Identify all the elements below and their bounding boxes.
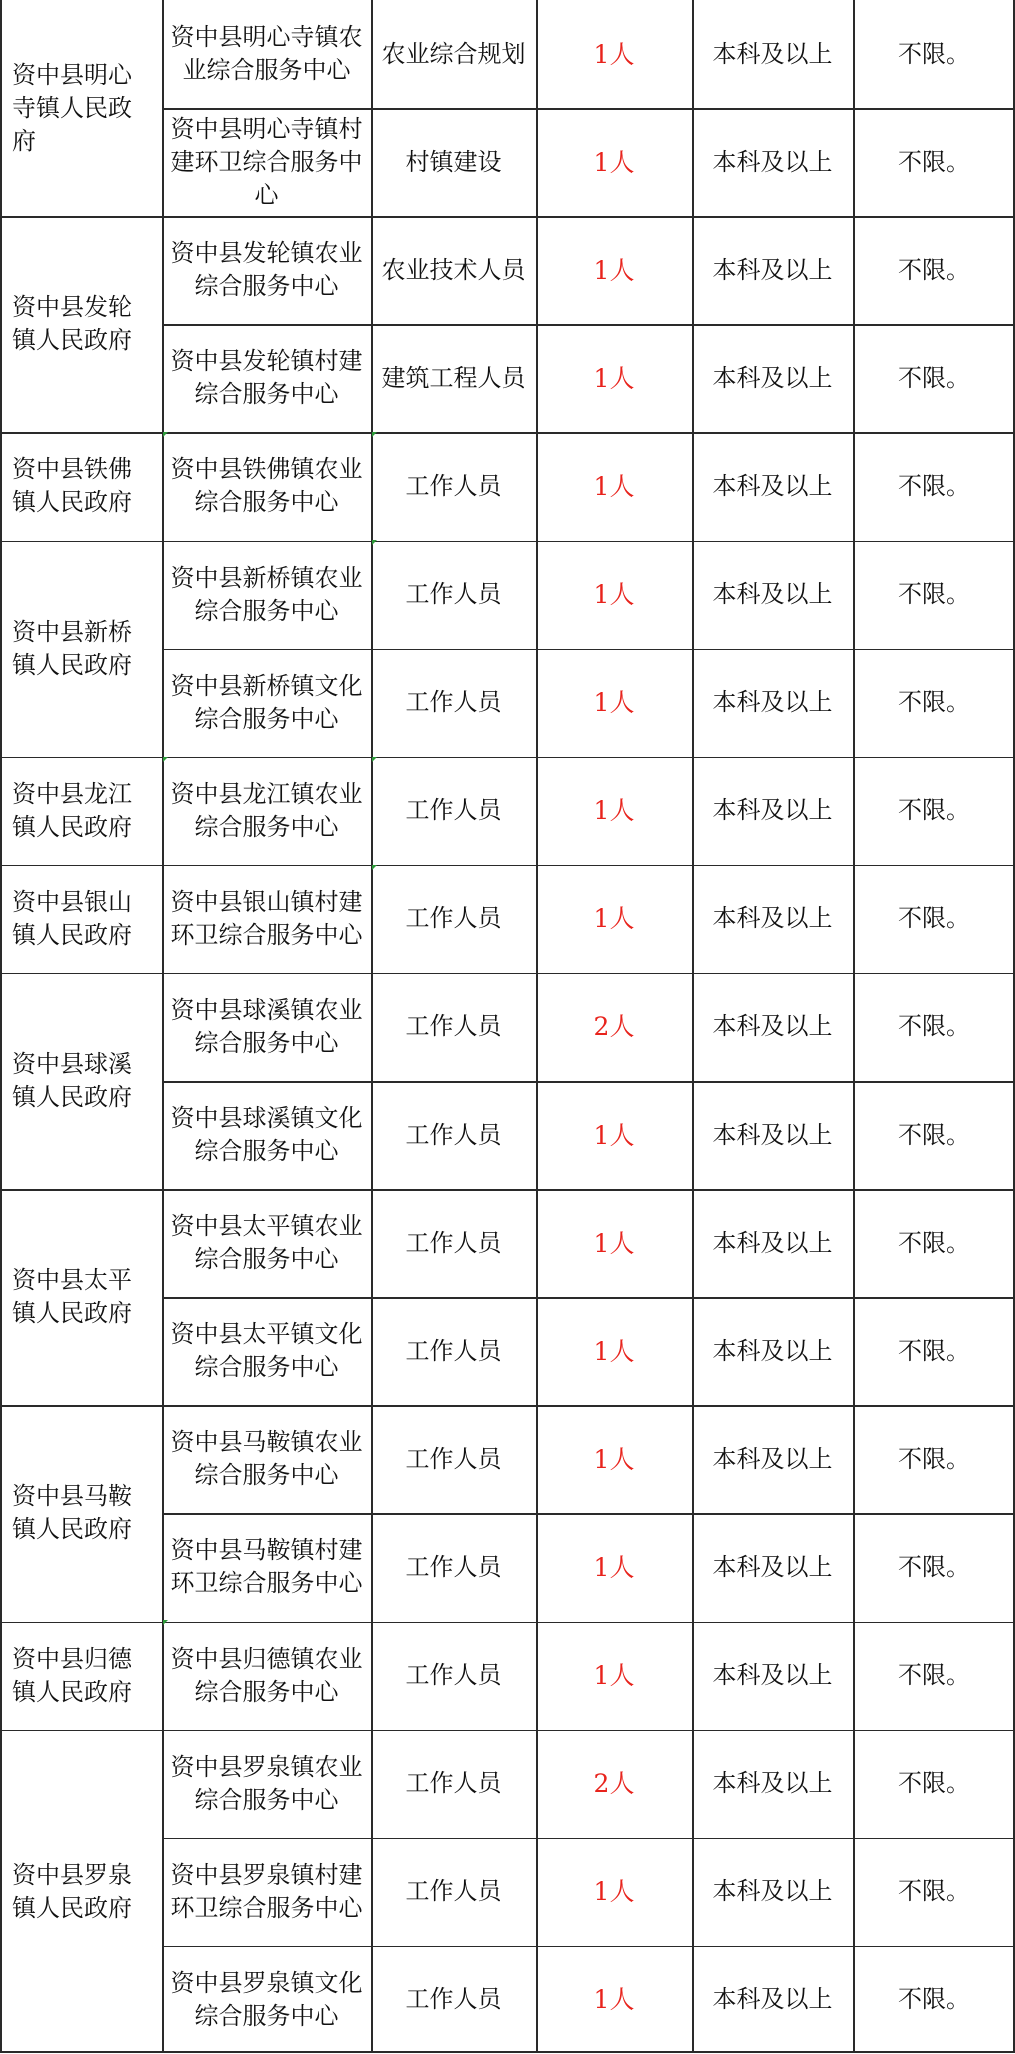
town-cell-text: 资中县球溪镇人民政府 — [12, 1049, 132, 1111]
position-cell — [371, 541, 536, 649]
education-cell-text: 本科及以上 — [712, 1552, 833, 1581]
unit-cell — [162, 324, 371, 432]
education-cell — [692, 1405, 853, 1513]
requirement-cell-text: 不限。 — [898, 904, 970, 933]
unit-cell-text: 资中县太平镇文化综合服务中心 — [170, 1320, 363, 1382]
town-cell-text: 资中县明心寺镇人民政府 — [12, 60, 132, 155]
town-cell — [0, 757, 162, 865]
position-cell — [371, 324, 536, 432]
requirement-cell — [853, 757, 1015, 865]
position-cell-text: 工作人员 — [405, 1120, 502, 1149]
town-cell-text: 资中县发轮镇人民政府 — [12, 293, 132, 355]
grid-hline — [0, 865, 1015, 867]
position-cell-text: 工作人员 — [405, 1552, 502, 1581]
headcount-cell-text: 1人 — [593, 1877, 635, 1907]
education-cell — [692, 1513, 853, 1621]
education-cell-text: 本科及以上 — [712, 255, 833, 284]
education-cell — [692, 1946, 853, 2054]
headcount-cell-text: 1人 — [593, 1336, 635, 1366]
position-cell-text: 工作人员 — [405, 580, 502, 609]
grid-vline — [853, 0, 855, 2053]
position-cell-text: 农业技术人员 — [381, 255, 526, 284]
unit-cell — [162, 1622, 371, 1730]
headcount-cell — [536, 865, 692, 973]
position-cell — [371, 432, 536, 540]
education-cell-text: 本科及以上 — [712, 39, 833, 68]
education-cell-text: 本科及以上 — [712, 1661, 833, 1690]
position-cell-text: 工作人员 — [405, 1985, 502, 2014]
education-cell-text: 本科及以上 — [712, 904, 833, 933]
requirement-cell-text: 不限。 — [898, 796, 970, 825]
unit-cell — [162, 973, 371, 1081]
town-cell — [0, 973, 162, 1189]
requirement-cell-text: 不限。 — [898, 1985, 970, 2014]
grid-hline — [0, 757, 1015, 759]
unit-cell-text: 资中县龙江镇农业综合服务中心 — [170, 779, 363, 841]
headcount-cell-text: 1人 — [593, 688, 635, 718]
requirement-cell-text: 不限。 — [898, 147, 970, 176]
unit-cell — [162, 1513, 371, 1621]
requirement-cell-text: 不限。 — [898, 471, 970, 500]
headcount-cell — [536, 757, 692, 865]
requirement-cell — [853, 1297, 1015, 1405]
grid-vline — [371, 0, 373, 2053]
education-cell-text: 本科及以上 — [712, 147, 833, 176]
town-cell — [0, 1730, 162, 2054]
unit-cell-text: 资中县罗泉镇村建环卫综合服务中心 — [170, 1860, 363, 1922]
unit-cell-text: 资中县太平镇农业综合服务中心 — [170, 1212, 363, 1274]
unit-cell — [162, 541, 371, 649]
education-cell-text: 本科及以上 — [712, 1120, 833, 1149]
education-cell-text: 本科及以上 — [712, 1336, 833, 1365]
education-cell — [692, 1081, 853, 1189]
requirement-cell — [853, 108, 1015, 216]
headcount-cell-text: 1人 — [593, 1444, 635, 1474]
town-cell — [0, 216, 162, 432]
comment-marker-icon — [163, 1620, 168, 1625]
requirement-cell-text: 不限。 — [898, 1228, 970, 1257]
grid-vline — [0, 0, 2, 2053]
position-cell — [371, 1946, 536, 2054]
requirement-cell — [853, 324, 1015, 432]
headcount-cell — [536, 1622, 692, 1730]
education-cell — [692, 1297, 853, 1405]
headcount-cell-text: 1人 — [593, 580, 635, 610]
headcount-cell-text: 2人 — [593, 1012, 635, 1042]
requirement-cell — [853, 1189, 1015, 1297]
position-cell-text: 工作人员 — [405, 1228, 502, 1257]
position-cell — [371, 1513, 536, 1621]
headcount-cell — [536, 1730, 692, 1838]
unit-cell-text: 资中县发轮镇村建综合服务中心 — [170, 347, 363, 409]
education-cell-text: 本科及以上 — [712, 1012, 833, 1041]
unit-cell-text: 资中县新桥镇文化综合服务中心 — [170, 671, 363, 733]
position-cell-text: 工作人员 — [405, 904, 502, 933]
town-cell-text: 资中县铁佛镇人民政府 — [12, 455, 132, 517]
town-cell-text: 资中县新桥镇人民政府 — [12, 617, 132, 679]
position-cell-text: 工作人员 — [405, 471, 502, 500]
town-cell-text: 资中县马鞍镇人民政府 — [12, 1482, 132, 1544]
education-cell — [692, 865, 853, 973]
comment-marker-icon — [163, 757, 168, 762]
education-cell — [692, 1730, 853, 1838]
position-cell — [371, 649, 536, 757]
requirement-cell — [853, 1513, 1015, 1621]
position-cell-text: 工作人员 — [405, 796, 502, 825]
requirement-cell — [853, 0, 1015, 108]
unit-cell-text: 资中县铁佛镇农业综合服务中心 — [170, 455, 363, 517]
comment-marker-icon — [372, 757, 377, 762]
position-cell-text: 工作人员 — [405, 1661, 502, 1690]
grid-hline — [0, 1730, 1015, 1732]
position-cell — [371, 0, 536, 108]
position-cell-text: 工作人员 — [405, 1336, 502, 1365]
grid-hline — [162, 1081, 1015, 1083]
education-cell — [692, 1622, 853, 1730]
unit-cell — [162, 865, 371, 973]
requirement-cell — [853, 1622, 1015, 1730]
unit-cell — [162, 1730, 371, 1838]
town-cell — [0, 1622, 162, 1730]
town-cell-text: 资中县太平镇人民政府 — [12, 1266, 132, 1328]
requirement-cell — [853, 216, 1015, 324]
town-cell — [0, 0, 162, 216]
town-cell — [0, 1405, 162, 1621]
requirement-cell — [853, 865, 1015, 973]
requirement-cell-text: 不限。 — [898, 255, 970, 284]
town-cell — [0, 432, 162, 540]
position-cell-text: 工作人员 — [405, 1769, 502, 1798]
headcount-cell-text: 1人 — [593, 1228, 635, 1258]
comment-marker-icon — [372, 540, 377, 545]
comment-marker-icon — [163, 432, 168, 437]
education-cell — [692, 649, 853, 757]
unit-cell-text: 资中县发轮镇农业综合服务中心 — [170, 239, 363, 301]
headcount-cell-text: 1人 — [593, 471, 635, 501]
requirement-cell-text: 不限。 — [898, 1336, 970, 1365]
requirement-cell — [853, 973, 1015, 1081]
town-cell-text: 资中县罗泉镇人民政府 — [12, 1860, 132, 1922]
unit-cell — [162, 108, 371, 216]
education-cell-text: 本科及以上 — [712, 363, 833, 392]
headcount-cell — [536, 973, 692, 1081]
education-cell-text: 本科及以上 — [712, 471, 833, 500]
education-cell — [692, 0, 853, 108]
position-cell — [371, 865, 536, 973]
position-cell — [371, 1405, 536, 1513]
unit-cell — [162, 432, 371, 540]
grid-hline — [162, 1513, 1015, 1515]
headcount-cell — [536, 1297, 692, 1405]
position-cell-text: 建筑工程人员 — [381, 363, 526, 392]
requirement-cell-text: 不限。 — [898, 363, 970, 392]
grid-hline — [162, 1946, 1015, 1948]
headcount-cell — [536, 108, 692, 216]
unit-cell-text: 资中县归德镇农业综合服务中心 — [170, 1644, 363, 1706]
headcount-cell — [536, 649, 692, 757]
position-cell-text: 农业综合规划 — [381, 39, 526, 68]
comment-marker-icon — [372, 865, 377, 870]
requirement-cell — [853, 1730, 1015, 1838]
requirement-cell — [853, 1405, 1015, 1513]
town-cell — [0, 865, 162, 973]
education-cell-text: 本科及以上 — [712, 580, 833, 609]
headcount-cell — [536, 1081, 692, 1189]
grid-hline — [162, 108, 1015, 110]
unit-cell — [162, 1838, 371, 1946]
requirement-cell-text: 不限。 — [898, 39, 970, 68]
position-cell — [371, 1838, 536, 1946]
requirement-cell-text: 不限。 — [898, 1444, 970, 1473]
unit-cell-text: 资中县马鞍镇村建环卫综合服务中心 — [170, 1536, 363, 1598]
requirement-cell-text: 不限。 — [898, 688, 970, 717]
unit-cell-text: 资中县银山镇村建环卫综合服务中心 — [170, 887, 363, 949]
grid-hline — [0, 1622, 1015, 1624]
headcount-cell — [536, 1513, 692, 1621]
headcount-cell-text: 1人 — [593, 1120, 635, 1150]
education-cell — [692, 1838, 853, 1946]
unit-cell — [162, 1081, 371, 1189]
education-cell-text: 本科及以上 — [712, 796, 833, 825]
town-cell-text: 资中县归德镇人民政府 — [12, 1644, 132, 1706]
requirement-cell-text: 不限。 — [898, 1661, 970, 1690]
unit-cell-text: 资中县罗泉镇文化综合服务中心 — [170, 1968, 363, 2030]
requirement-cell — [853, 432, 1015, 540]
requirement-cell — [853, 1946, 1015, 2054]
unit-cell — [162, 1405, 371, 1513]
position-cell — [371, 757, 536, 865]
unit-cell — [162, 649, 371, 757]
headcount-cell-text: 1人 — [593, 904, 635, 934]
town-cell-text: 资中县银山镇人民政府 — [12, 887, 132, 949]
position-cell-text: 村镇建设 — [405, 147, 502, 176]
grid-vline — [536, 0, 538, 2053]
requirement-cell-text: 不限。 — [898, 1120, 970, 1149]
position-cell — [371, 108, 536, 216]
grid-hline — [0, 216, 1015, 218]
education-cell — [692, 324, 853, 432]
education-cell-text: 本科及以上 — [712, 1228, 833, 1257]
unit-cell-text: 资中县明心寺镇农业综合服务中心 — [170, 23, 363, 85]
requirement-cell — [853, 1838, 1015, 1946]
headcount-cell — [536, 0, 692, 108]
position-cell-text: 工作人员 — [405, 1877, 502, 1906]
unit-cell-text: 资中县新桥镇农业综合服务中心 — [170, 563, 363, 625]
requirement-cell-text: 不限。 — [898, 1012, 970, 1041]
headcount-cell-text: 1人 — [593, 363, 635, 393]
headcount-cell-text: 1人 — [593, 1661, 635, 1691]
position-cell-text: 工作人员 — [405, 1012, 502, 1041]
town-cell — [0, 541, 162, 757]
position-cell — [371, 1297, 536, 1405]
requirement-cell-text: 不限。 — [898, 1769, 970, 1798]
headcount-cell-text: 1人 — [593, 1552, 635, 1582]
headcount-cell-text: 1人 — [593, 39, 635, 69]
unit-cell — [162, 757, 371, 865]
requirement-cell — [853, 1081, 1015, 1189]
requirement-cell-text: 不限。 — [898, 580, 970, 609]
grid-hline — [162, 1297, 1015, 1299]
position-cell — [371, 1730, 536, 1838]
headcount-cell — [536, 1838, 692, 1946]
position-cell — [371, 973, 536, 1081]
education-cell-text: 本科及以上 — [712, 1444, 833, 1473]
town-cell — [0, 1189, 162, 1405]
headcount-cell-text: 2人 — [593, 1769, 635, 1799]
position-cell — [371, 1622, 536, 1730]
headcount-cell — [536, 541, 692, 649]
town-cell-text: 资中县龙江镇人民政府 — [12, 779, 132, 841]
unit-cell — [162, 216, 371, 324]
position-cell-text: 工作人员 — [405, 688, 502, 717]
education-cell — [692, 432, 853, 540]
education-cell-text: 本科及以上 — [712, 1985, 833, 2014]
grid-hline — [0, 1189, 1015, 1191]
education-cell-text: 本科及以上 — [712, 1769, 833, 1798]
grid-hline — [0, 973, 1015, 975]
headcount-cell-text: 1人 — [593, 796, 635, 826]
grid-vline — [1013, 0, 1015, 2053]
unit-cell-text: 资中县球溪镇农业综合服务中心 — [170, 995, 363, 1057]
headcount-cell — [536, 324, 692, 432]
headcount-cell-text: 1人 — [593, 147, 635, 177]
headcount-cell — [536, 1405, 692, 1513]
unit-cell-text: 资中县罗泉镇农业综合服务中心 — [170, 1752, 363, 1814]
education-cell — [692, 757, 853, 865]
education-cell — [692, 216, 853, 324]
unit-cell — [162, 1189, 371, 1297]
requirement-cell-text: 不限。 — [898, 1877, 970, 1906]
grid-hline — [0, 1405, 1015, 1407]
education-cell — [692, 108, 853, 216]
grid-hline — [162, 1838, 1015, 1840]
position-cell — [371, 1081, 536, 1189]
headcount-cell-text: 1人 — [593, 1985, 635, 2015]
headcount-cell — [536, 216, 692, 324]
headcount-cell-text: 1人 — [593, 255, 635, 285]
education-cell — [692, 541, 853, 649]
unit-cell — [162, 1946, 371, 2054]
headcount-cell — [536, 1189, 692, 1297]
requirement-cell-text: 不限。 — [898, 1552, 970, 1581]
education-cell-text: 本科及以上 — [712, 688, 833, 717]
grid-vline — [692, 0, 694, 2053]
grid-hline — [162, 324, 1015, 326]
requirement-cell — [853, 541, 1015, 649]
headcount-cell — [536, 1946, 692, 2054]
position-cell-text: 工作人员 — [405, 1444, 502, 1473]
grid-hline — [162, 649, 1015, 651]
education-cell-text: 本科及以上 — [712, 1877, 833, 1906]
unit-cell-text: 资中县球溪镇文化综合服务中心 — [170, 1104, 363, 1166]
position-cell — [371, 1189, 536, 1297]
unit-cell-text: 资中县明心寺镇村建环卫综合服务中心 — [170, 114, 363, 209]
grid-hline — [0, 541, 1015, 543]
grid-hline — [0, 432, 1015, 434]
unit-cell — [162, 0, 371, 108]
unit-cell-text: 资中县马鞍镇农业综合服务中心 — [170, 1428, 363, 1490]
grid-vline — [162, 0, 164, 2053]
education-cell — [692, 1189, 853, 1297]
position-cell — [371, 216, 536, 324]
headcount-cell — [536, 432, 692, 540]
comment-marker-icon — [372, 432, 377, 437]
unit-cell — [162, 1297, 371, 1405]
requirement-cell — [853, 649, 1015, 757]
education-cell — [692, 973, 853, 1081]
